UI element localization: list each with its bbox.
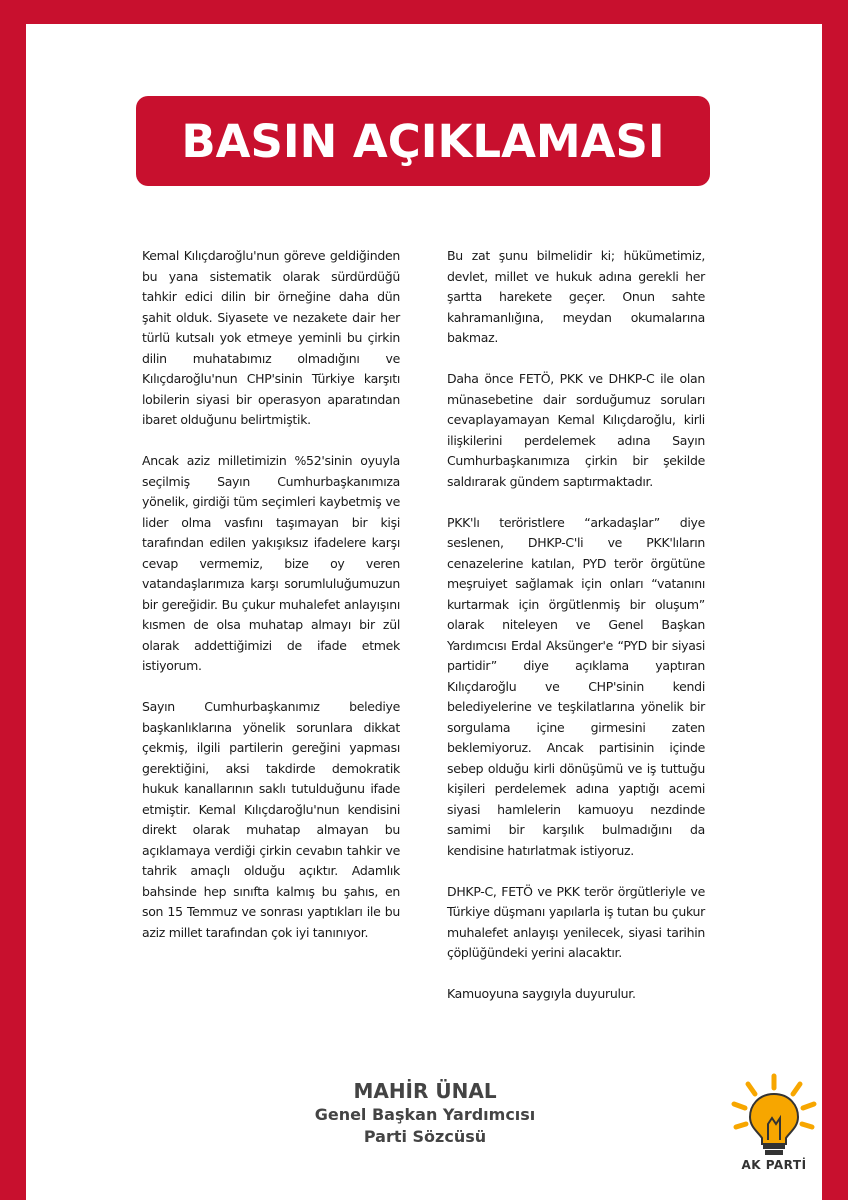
signatory-role: Parti Sözcüsü — [363, 1127, 487, 1146]
title-banner — [136, 96, 710, 186]
bulb-glass-icon — [750, 1094, 798, 1144]
bulb-base-icon — [763, 1144, 785, 1149]
party-logo — [726, 1072, 822, 1178]
closing-line: Kamuoyuna saygıyla duyurulur. — [447, 986, 636, 1001]
logo-label: AK PARTİ — [741, 1158, 807, 1172]
paragraph-right-1: Bu zat şunu bilmelidir ki; hükümetimiz, devlet, millet ve hukuk adına gerekli her şartta harekete geçer. Onun sahte kahramanlığına, meydan okumalarına bakmaz. — [447, 248, 705, 345]
paragraph-left-1: Kemal Kılıçdaroğlu'nun göreve geldiğinden bu yana sistematik olarak sürdürdüğü tahkir edici dilin bir örneğine daha dün şahit olduk. Siyasete ve nezakete dair her türlü kutsalı yok etmeye yeminli bu çirkin dilin muhatabımız olmadığını ve Kılıçdaroğlu'nun CHP'sinin Türkiye karşıtı lobilerin siyasi bir operasyon aparatından ibaret olduğunu belirtmiştik. — [142, 248, 400, 427]
right-column — [447, 246, 705, 1025]
paragraph-right-3: PKK'lı teröristlere “arkadaşlar” diye seslenen, DHKP-C'li ve PKK'lıların cenazelerine katılan, PYD terör örgütüne meşruiyet sağlamak için onları “vatanını kurtarmak için örgütlenmiş bir oluşum” olarak niteleyen ve Genel Başkan Yardımcısı Erdal Aksünger'e “PYD bir siyasi partidir” diye açıklama yaptıran Kılıçdaroğlu ve CHP'sinin kendi belediyelerine ve teşkilatlarına yönelik bir sorgulama içine girmesini zaten beklemiyoruz. Ancak partisinin içinde sebep olduğu kirli dönüşümü ve iş tuttuğu kişileri perdelemek adına yaptığı acemi siyasi hamlelerin kamuoyu nezdinde samimi bir karşılık bulmadığını da kendisine hatırlatmak istiyoruz. — [447, 514, 705, 858]
paragraph-left-2: Ancak aziz milletimizin %52'sinin oyuyla seçilmiş Sayın Cumhurbaşkanımıza yönelik, girdiği tüm seçimleri kaybetmiş ve lider olma vasfını taşımayan bir kişi tarafından edilen yakışıksız ifadelere karşı cevap vermemiz, bize oy veren vatandaşlarımıza karşı sorumluluğumuzun bir gereğidir. Bu çukur muhalefet anlayışını kısmen de olsa muhatap almayı bir zül olarak addettiğimizi de ifade etmek istiyorum. — [142, 453, 400, 673]
signature-block — [300, 1078, 550, 1148]
signatory-name: MAHİR ÜNAL — [353, 1079, 497, 1103]
paragraph-right-4: DHKP-C, FETÖ ve PKK terör örgütleriyle ve Türkiye düşmanı yapılarla iş tutan bu çukur muhalefet anlayışı yenilecek, siyasi tarihin çöplüğündeki yerini alacaktır. — [447, 883, 705, 960]
bulb-cap-icon — [765, 1150, 783, 1155]
bulb-icon — [726, 1072, 822, 1158]
page-title: BASIN AÇIKLAMASI — [181, 114, 665, 168]
paragraph-left-3: Sayın Cumhurbaşkanımız belediye başkanlıklarına yönelik sorunlara dikkat çekmiş, ilgili partilerin gereğini yapması gerektiğini, aksi takdirde demokratik hukuk kanallarının saklı tutulduğunu ifade etmiştir. Kemal Kılıçdaroğlu'nun kendisini direkt olarak muhatap almayan bu açıklamaya verdiği çirkin cevabın tahkir ve tahrik amaçlı olduğu açıktır. Adamlık bahsinde hep sınıfta kalmış bu şahıs, en son 15 Temmuz ve sonrası yaptıkları ile bu aziz millet tarafından çok iyi tanınıyor. — [142, 699, 400, 940]
signatory-title: Genel Başkan Yardımcısı — [314, 1105, 536, 1124]
paragraph-right-2: Daha önce FETÖ, PKK ve DHKP-C ile olan münasebetine dair sorduğumuz soruları cevaplayamayan Kemal Kılıçdaroğlu, kirli ilişkilerini perdelemek adına Sayın Cumhurbaşkanımıza çirkin bir şekilde saldırarak gündem saptırmaktadır. — [447, 371, 705, 489]
left-column — [142, 246, 400, 964]
